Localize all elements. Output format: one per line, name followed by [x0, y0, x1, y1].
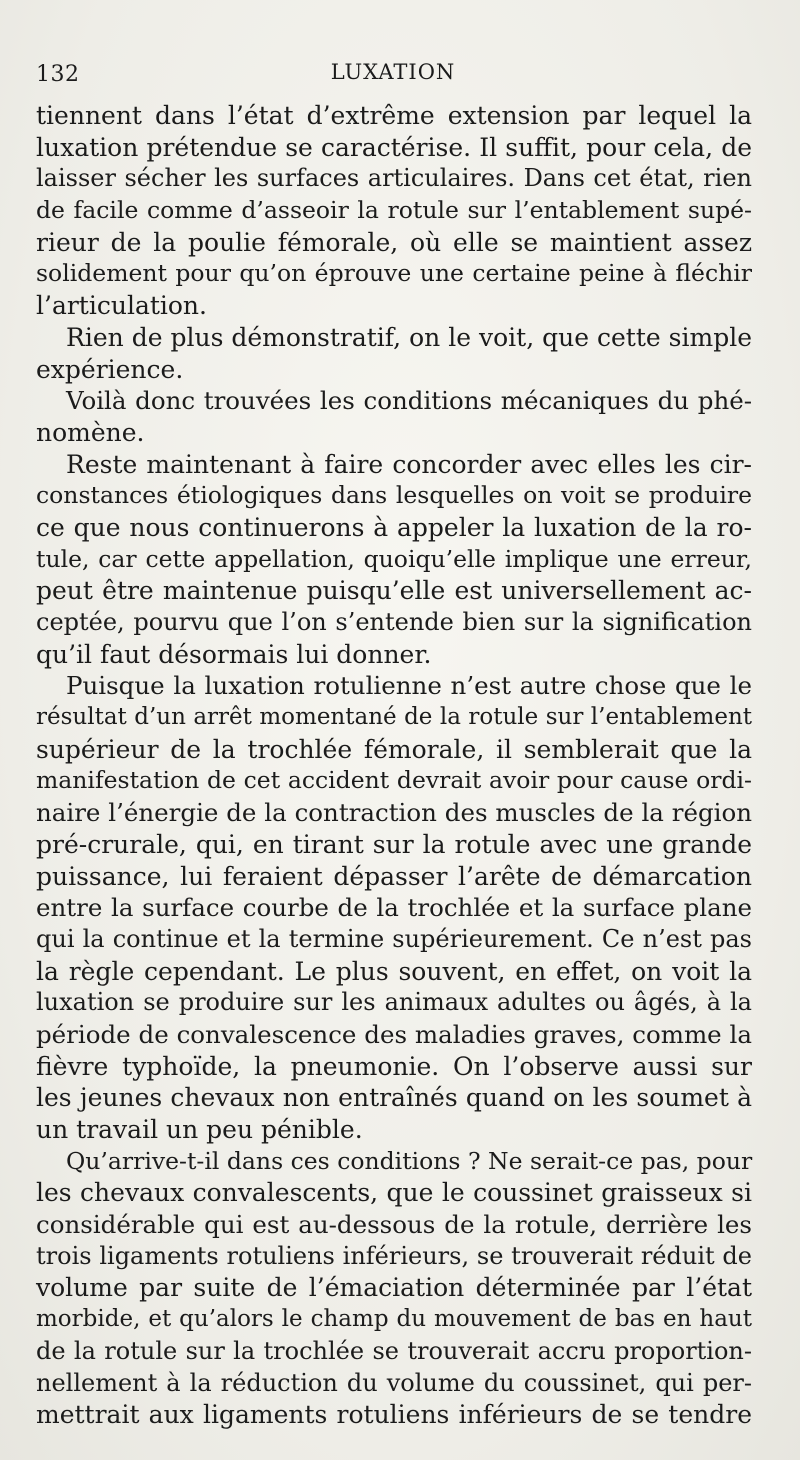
text-line: Rien de plus démonstratif, on le voit, que cette simple — [66, 322, 752, 352]
text-line: puissance, lui feraient dépasser l’arête de démarcation — [36, 861, 752, 891]
text-line: de facile comme d’asseoir la rotule sur l’entablement supé- — [36, 196, 752, 225]
text-line: mettrait aux ligaments rotuliens inférieurs de se tendre — [36, 1400, 752, 1430]
text-line: qui la continue et la termine supérieurement. Ce n’est pas — [36, 924, 752, 953]
text-line: rieur de la poulie fémorale, où elle se maintient assez — [36, 227, 752, 257]
text-line: Voilà donc trouvées les conditions mécaniques du phé- — [66, 386, 752, 416]
text-line: volume par suite de l’émaciation déterminée par l’état — [36, 1273, 752, 1303]
text-line: considérable qui est au-dessous de la rotule, derrière les — [36, 1210, 752, 1240]
text-line: luxation se produire sur les animaux adultes ou âgés, à la — [36, 988, 752, 1017]
page-number: 132 — [36, 62, 80, 87]
text-line: nellement à la réduction du volume du coussinet, qui per- — [36, 1368, 752, 1397]
text-line: la règle cependant. Le plus souvent, en effet, on voit la — [36, 956, 752, 986]
text-line: supérieur de la trochlée fémorale, il semblerait que la — [36, 734, 752, 764]
text-line: solidement pour qu’on éprouve une certaine peine à fléchir — [36, 259, 752, 288]
text-line: ce que nous continuerons à appeler la luxation de la ro- — [36, 512, 752, 542]
text-line: résultat d’un arrêt momentané de la rotule sur l’entablement — [36, 704, 752, 731]
text-line: Reste maintenant à faire concorder avec elles les cir- — [66, 449, 752, 479]
text-line: Puisque la luxation rotulienne n’est autre chose que le — [66, 671, 752, 701]
text-line: nomène. — [36, 417, 145, 447]
text-line: entre la surface courbe de la trochlée et la surface plane — [36, 893, 752, 923]
page-header — [36, 58, 750, 90]
text-line: laisser sécher les surfaces articulaires. Dans cet état, rien — [36, 164, 752, 193]
text-line: pré-crurale, qui, en tirant sur la rotule avec une grande — [36, 829, 752, 859]
text-line: les jeunes chevaux non entraînés quand on les soumet à — [36, 1083, 752, 1113]
text-line: Qu’arrive-t-il dans ces conditions ? Ne serait-ce pas, pour — [66, 1146, 753, 1175]
text-line: ceptée, pourvu que l’on s’entende bien sur la signification — [36, 608, 752, 636]
text-line: morbide, et qu’alors le champ du mouvement de bas en haut — [36, 1306, 752, 1333]
text-line: naire l’énergie de la contraction des muscles de la région — [36, 798, 752, 828]
text-line: l’articulation. — [36, 291, 207, 321]
text-line: de la rotule sur la trochlée se trouverait accru proportion- — [36, 1336, 752, 1365]
text-line: manifestation de cet accident devrait avoir pour cause ordi- — [36, 766, 752, 795]
text-line: peut être maintenue puisqu’elle est universellement ac- — [36, 576, 752, 606]
text-line: constances étiologiques dans lesquelles on voit se produire — [36, 481, 752, 510]
text-line: trois ligaments rotuliens inférieurs, se trouverait réduit de — [36, 1241, 752, 1270]
text-line: fièvre typhoïde, la pneumonie. On l’observe aussi sur — [36, 1051, 752, 1081]
text-line: luxation prétendue se caractérise. Il suffit, pour cela, de — [36, 132, 752, 162]
body-text — [36, 100, 752, 1431]
text-line: expérience. — [36, 354, 184, 384]
text-line: qu’il faut désormais lui donner. — [36, 639, 432, 669]
text-line: tiennent dans l’état d’extrême extension par lequel la — [36, 101, 752, 130]
text-line: tule, car cette appellation, quoiqu’elle implique une erreur, — [36, 544, 752, 573]
text-line: un travail un peu pénible. — [36, 1115, 363, 1144]
text-line: période de convalescence des maladies graves, comme la — [36, 1019, 752, 1049]
text-line: les chevaux convalescents, que le coussinet graisseux si — [36, 1178, 752, 1208]
running-title: LUXATION — [330, 60, 456, 84]
